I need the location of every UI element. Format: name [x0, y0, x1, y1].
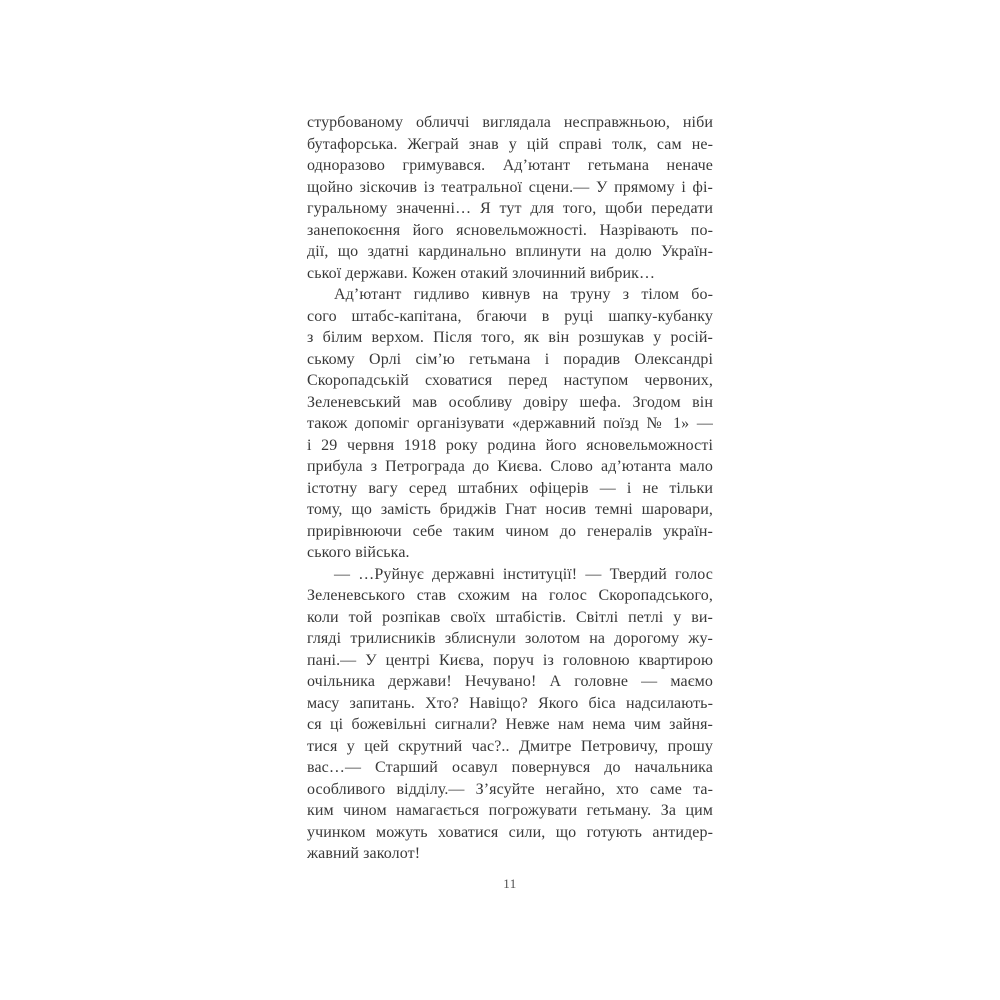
- text-line: з білим верхом. Після того, як він розшукав у росій-: [307, 329, 713, 346]
- text-line: прирівнюючи себе таким чином до генералів україн-: [307, 522, 713, 540]
- text-line: масу запитань. Хто? Навіщо? Якого біса надсилають-: [307, 694, 713, 712]
- text-line: одноразово гримувався. Ад’ютант гетьмана неначе: [307, 157, 713, 174]
- text-line: Зеленевського став схожим на голос Скоропадського,: [307, 587, 713, 604]
- text-line: ким чином намагається погрожувати гетьману. За цим: [307, 802, 713, 819]
- text-line: тому, що замість бриджів Гнат носив темні шаровари,: [307, 501, 713, 518]
- text-line: ської держави. Кожен отакий злочинний вибрик…: [307, 264, 656, 282]
- text-line: Ад’ютант гидливо кивнув на труну з тілом бо-: [334, 286, 713, 303]
- text-line: занепокоєння його ясновельможності. Назрівають по-: [307, 221, 713, 239]
- text-line: Скоропадській сховатися перед наступом червоних,: [307, 372, 713, 389]
- page-number: 11: [503, 876, 517, 891]
- text-line: також допоміг організувати «державний поїзд № 1» —: [307, 415, 713, 432]
- text-line: вас…— Старший осавул повернувся до начальника: [307, 759, 713, 776]
- text-line: очільника держави! Нечувано! А головне — маємо: [307, 673, 713, 690]
- text-line: гляді трилисників зблиснули золотом на дорогому жу-: [307, 630, 713, 647]
- text-line: стурбованому обличчі виглядала несправжньою, ніби: [307, 114, 713, 131]
- text-line: ського війська.: [307, 544, 410, 561]
- text-line: учинком можуть ховатися сили, що готують антидер-: [307, 823, 713, 841]
- text-line: особливого відділу.— З’ясуйте негайно, хто саме та-: [307, 780, 713, 798]
- text-line: прибула з Петрограда до Києва. Слово ад’ютанта мало: [307, 458, 713, 475]
- text-line: коли той розпікав своїх штабістів. Світлі петлі у ви-: [307, 608, 713, 626]
- text-line: істотну вагу серед штабних офіцерів — і не тільки: [307, 479, 713, 497]
- text-line: ся ці божевільні сигнали? Невже нам нема чим зайня-: [307, 716, 713, 733]
- text-line: і 29 червня 1918 року родина його ясновельможності: [307, 436, 713, 454]
- text-line: гуральному значенні… Я тут для того, щоби передати: [307, 200, 713, 217]
- text-line: бутафорська. Жеграй знав у цій справі толк, сам не-: [307, 135, 713, 153]
- text-line: ському Орлі сім’ю гетьмана і порадив Олександрі: [307, 350, 713, 368]
- page-text-block: [307, 112, 713, 865]
- text-line: тися у цей скрутний час?.. Дмитре Петровичу, прошу: [307, 737, 713, 755]
- text-line: сого штабс-капітана, бгаючи в руці шапку-кубанку: [307, 307, 713, 325]
- text-line: Зеленевський мав особливу довіру шефа. Згодом він: [307, 393, 713, 411]
- text-line: щойно зіскочив із театральної сцени.— У прямому і фі-: [307, 178, 713, 196]
- text-line: — …Руйнує державні інституції! — Твердий голос: [334, 565, 713, 583]
- text-line: пані.— У центрі Києва, поруч із головною квартирою: [307, 651, 713, 669]
- text-line: жавний заколот!: [307, 845, 421, 862]
- text-line: дії, що здатні кардинально вплинути на долю Україн-: [307, 243, 713, 260]
